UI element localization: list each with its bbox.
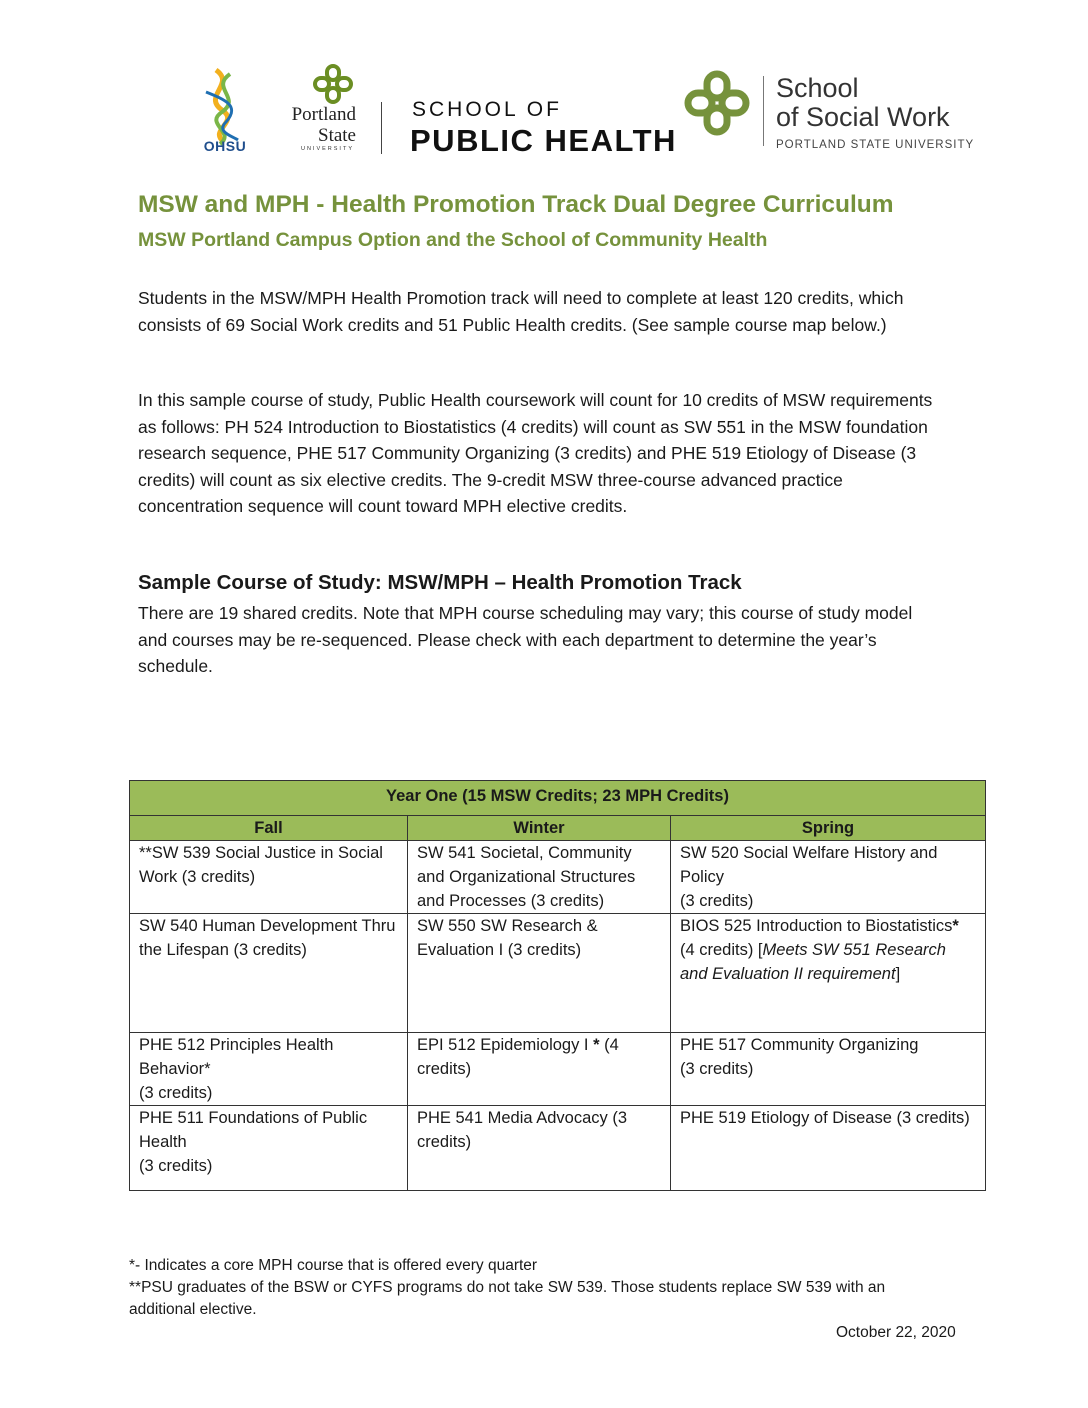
cell-line: PHE 512 Principles Health Behavior* <box>139 1036 334 1078</box>
document-title: MSW and MPH - Health Promotion Track Dual Degree Curriculum <box>138 191 894 218</box>
cell-text: (4 credits) <box>417 1036 619 1078</box>
cell-line: PHE 511 Foundations of Public Health <box>139 1109 368 1151</box>
footnote-psu: **PSU graduates of the BSW or CYFS programs do not take SW 539. Those students replace SW 539 with an additional elective. <box>129 1279 886 1318</box>
table-cell <box>671 1033 986 1106</box>
cell-line: (3 credits) <box>139 1084 213 1102</box>
sph-line1: SCHOOL OF <box>412 98 562 121</box>
table-header-row <box>130 781 986 816</box>
cell-text: EPI 512 Epidemiology I <box>417 1036 594 1054</box>
table-header: Year One (15 MSW Credits; 23 MPH Credits) <box>130 781 986 816</box>
cell-text: (4 credits) [ <box>680 941 763 959</box>
table-cell: SW 541 Societal, Community and Organizational Structures and Processes (3 credits) <box>408 841 671 914</box>
table-row <box>130 1106 986 1191</box>
ssw-mark-icon <box>684 70 750 136</box>
cell-text: ] <box>895 965 901 983</box>
document-subtitle: MSW Portland Campus Option and the School of Community Health <box>138 229 768 251</box>
cell-line: (3 credits) <box>139 1157 213 1175</box>
table-row <box>130 841 986 914</box>
psu-wordmark <box>276 104 356 146</box>
document-date: October 22, 2020 <box>836 1324 956 1341</box>
column-header-spring: Spring <box>671 816 986 841</box>
psu-sub-label: UNIVERSITY <box>300 146 354 152</box>
table-cell <box>130 1033 408 1106</box>
intro-paragraph: Students in the MSW/MPH Health Promotion track will need to complete at least 120 credits, which consists of 69 Social Work credits and 51 Public Health credits. (See sample course map below.) <box>138 288 904 335</box>
cell-line: PHE 517 Community Organizing <box>680 1036 919 1054</box>
column-header-fall: Fall <box>130 816 408 841</box>
course-table <box>129 780 986 1191</box>
psu-name-line2: State <box>318 125 356 146</box>
table-cell <box>671 914 986 1033</box>
ohsu-label: OHSU <box>203 138 247 154</box>
table-cell: PHE 519 Etiology of Disease (3 credits) <box>671 1106 986 1191</box>
core-marker: * <box>593 1036 600 1054</box>
table-column-row <box>130 816 986 841</box>
credit-paragraph: In this sample course of study, Public Health coursework will count for 10 credits of MSW requirements as follows: PH 524 Introduction to Biostatistics (4 credits) will count as SW 551 in the MSW foundation research sequence, PHE 517 Community Organizing (3 credits) and PHE 519 Etiology of Disease (3 credits) will count as six elective credits. The 9-credit MSW three-course advanced practice concentration sequence will count toward MPH elective credits. <box>138 390 933 516</box>
ssw-line1: School <box>776 73 859 103</box>
section-heading: Sample Course of Study: MSW/MPH – Health Promotion Track <box>138 571 742 594</box>
psu-mark-icon <box>313 64 353 104</box>
table-row <box>130 914 986 1033</box>
cell-note: Meets SW 551 Research and Evaluation II requirement <box>680 941 946 983</box>
cell-line: SW 520 Social Welfare History and Policy <box>680 844 938 886</box>
table-cell <box>408 1033 671 1106</box>
shared-credits-paragraph: There are 19 shared credits. Note that MPH course scheduling may vary; this course of study model and courses may be re-sequenced. Please check with each department to determine the year’s schedule. <box>138 603 913 676</box>
footnote-core: *- Indicates a core MPH course that is offered every quarter <box>129 1257 538 1274</box>
table-cell: PHE 541 Media Advocacy (3 credits) <box>408 1106 671 1191</box>
table-cell <box>130 1106 408 1191</box>
ssw-line2: of Social Work <box>776 102 950 132</box>
table-cell <box>671 841 986 914</box>
table-cell: **SW 539 Social Justice in Social Work (3 credits) <box>130 841 408 914</box>
column-header-winter: Winter <box>408 816 671 841</box>
psu-name-line1: Portland <box>291 104 356 125</box>
sph-line2: PUBLIC HEALTH <box>410 123 677 158</box>
cell-line: (3 credits) <box>680 892 754 910</box>
cell-text: BIOS 525 Introduction to Biostatistics <box>680 917 953 935</box>
logo-divider <box>381 102 382 154</box>
core-marker: * <box>952 917 959 935</box>
logo-divider <box>763 76 764 146</box>
ssw-wordmark <box>776 74 950 132</box>
table-cell: SW 550 SW Research & Evaluation I (3 credits) <box>408 914 671 1033</box>
cell-line: (3 credits) <box>680 1060 754 1078</box>
table-row <box>130 1033 986 1106</box>
table-cell: SW 540 Human Development Thru the Lifespan (3 credits) <box>130 914 408 1033</box>
ssw-sub-label: PORTLAND STATE UNIVERSITY <box>776 139 975 151</box>
